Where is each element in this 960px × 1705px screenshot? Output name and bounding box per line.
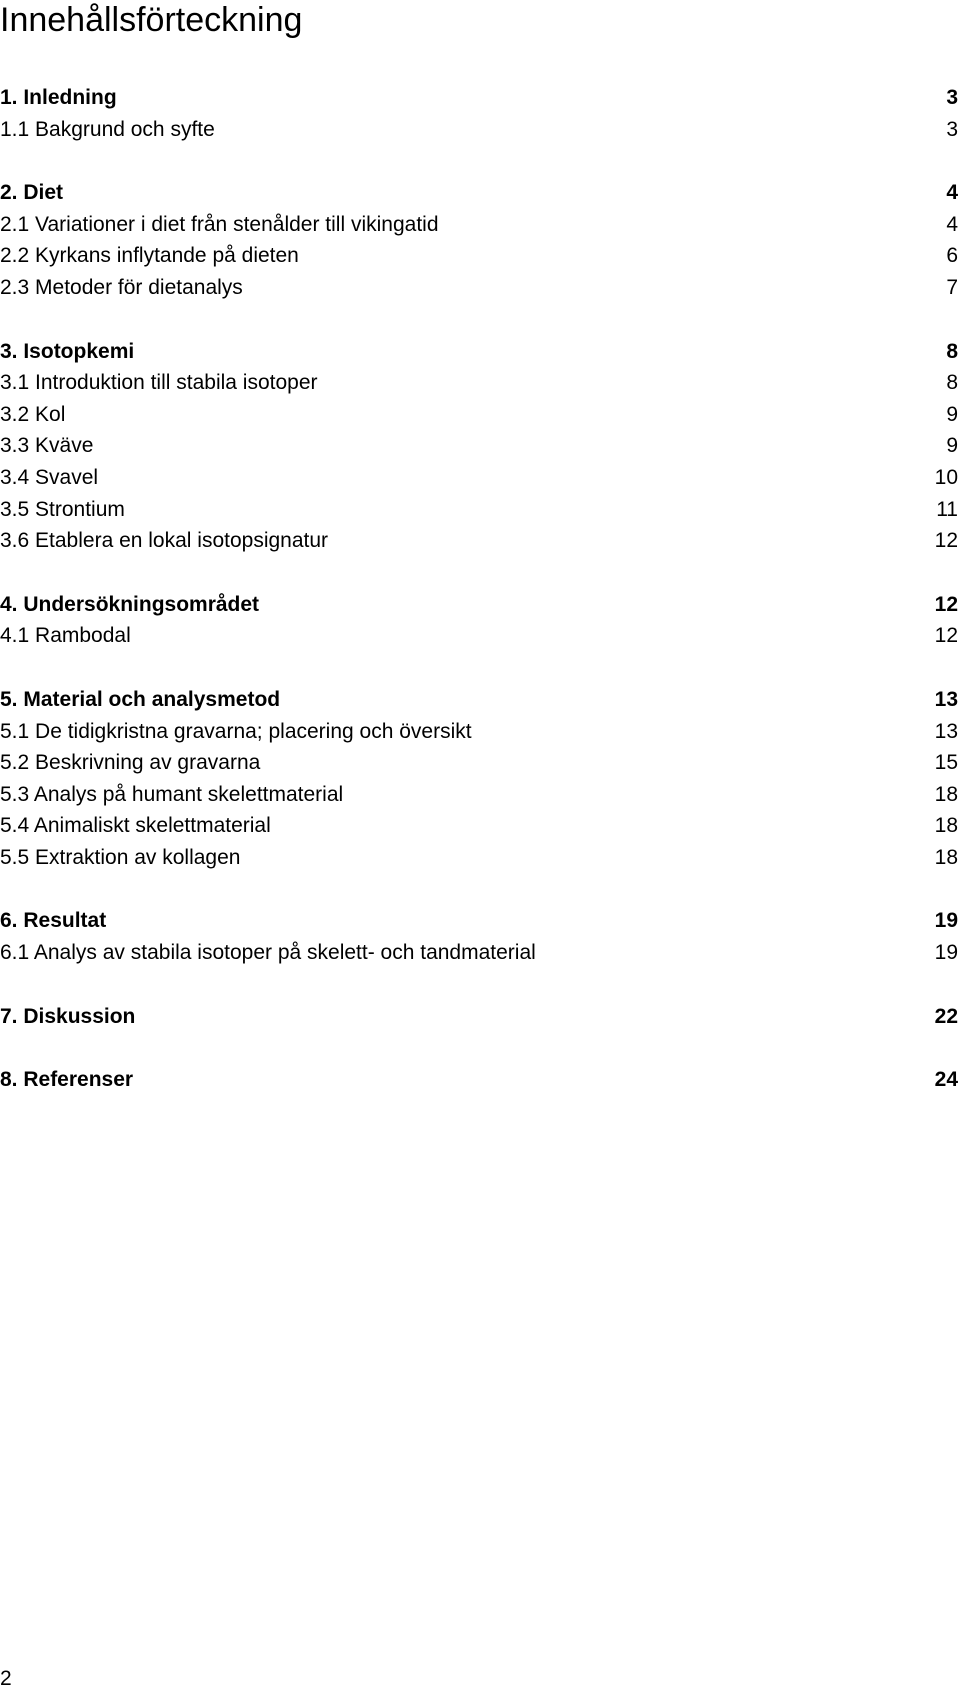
toc-item-label: 4.1 Rambodal (0, 624, 131, 648)
toc-page-number: 12 (934, 529, 958, 553)
toc-section-6 (0, 905, 958, 968)
toc-item-label: 3.3 Kväve (0, 434, 94, 458)
toc-item-label: 5.4 Animaliskt skelettmaterial (0, 814, 271, 838)
toc-heading[interactable] (0, 684, 958, 716)
toc-page-number: 19 (934, 941, 958, 965)
toc-page-number: 4 (946, 212, 958, 236)
toc-page-number: 10 (934, 465, 958, 489)
toc-heading[interactable] (0, 589, 958, 621)
toc-page-number: 24 (934, 1068, 958, 1092)
toc-heading-label: 7. Diskussion (0, 1004, 136, 1028)
toc-heading-label: 6. Resultat (0, 909, 107, 933)
toc-item[interactable] (0, 525, 958, 557)
toc-item-label: 2.2 Kyrkans inflytande på dieten (0, 244, 299, 268)
toc-heading[interactable] (0, 177, 958, 209)
page-footer-number: 2 (0, 1667, 12, 1690)
toc-page-number: 18 (934, 814, 958, 838)
toc-page-number: 3 (946, 117, 958, 141)
toc-item[interactable] (0, 367, 958, 399)
toc-item-label: 1.1 Bakgrund och syfte (0, 117, 215, 141)
table-of-contents (0, 82, 958, 1128)
toc-page-number: 18 (934, 845, 958, 869)
toc-item[interactable] (0, 462, 958, 494)
toc-item[interactable] (0, 716, 958, 748)
toc-page-number: 13 (934, 687, 958, 711)
toc-section-3 (0, 336, 958, 557)
toc-heading[interactable] (0, 1064, 958, 1096)
toc-page-number: 9 (946, 434, 958, 458)
page-title: Innehållsförteckning (0, 1, 303, 39)
toc-item-label: 3.1 Introduktion till stabila isotoper (0, 371, 318, 395)
toc-heading[interactable] (0, 1001, 958, 1033)
toc-section-5 (0, 684, 958, 874)
toc-item-label: 5.5 Extraktion av kollagen (0, 845, 241, 869)
toc-item-label: 2.3 Metoder för dietanalys (0, 275, 243, 299)
toc-page-number: 13 (934, 719, 958, 743)
toc-page-number: 12 (934, 592, 958, 616)
toc-item[interactable] (0, 494, 958, 526)
toc-page-number: 15 (934, 751, 958, 775)
toc-item[interactable] (0, 937, 958, 969)
toc-item[interactable] (0, 620, 958, 652)
toc-page-number: 8 (946, 371, 958, 395)
toc-page-number: 22 (934, 1004, 958, 1028)
toc-heading-label: 8. Referenser (0, 1068, 134, 1092)
toc-item[interactable] (0, 842, 958, 874)
toc-page-number: 12 (934, 624, 958, 648)
toc-item[interactable] (0, 810, 958, 842)
toc-item-label: 5.1 De tidigkristna gravarna; placering och översikt (0, 719, 472, 743)
toc-item[interactable] (0, 240, 958, 272)
toc-item-label: 5.2 Beskrivning av gravarna (0, 751, 261, 775)
toc-item-label: 6.1 Analys av stabila isotoper på skelett- och tandmaterial (0, 941, 536, 965)
toc-item[interactable] (0, 209, 958, 241)
toc-item[interactable] (0, 114, 958, 146)
toc-heading-label: 5. Material och analysmetod (0, 687, 281, 711)
toc-item-label: 3.6 Etablera en lokal isotopsignatur (0, 529, 329, 553)
toc-item[interactable] (0, 399, 958, 431)
toc-item[interactable] (0, 430, 958, 462)
toc-page-number: 7 (946, 275, 958, 299)
toc-item[interactable] (0, 779, 958, 811)
toc-page-number: 19 (934, 909, 958, 933)
toc-item-label: 5.3 Analys på humant skelettmaterial (0, 782, 344, 806)
toc-item[interactable] (0, 747, 958, 779)
toc-section-4 (0, 589, 958, 652)
toc-page-number: 18 (934, 782, 958, 806)
toc-item-label: 3.4 Svavel (0, 465, 99, 489)
toc-section-7 (0, 1001, 958, 1033)
toc-heading[interactable] (0, 82, 958, 114)
toc-heading[interactable] (0, 336, 958, 368)
toc-heading-label: 1. Inledning (0, 86, 117, 109)
toc-page-number: 11 (936, 497, 958, 521)
toc-heading[interactable] (0, 905, 958, 937)
toc-heading-label: 2. Diet (0, 181, 64, 205)
toc-section-8 (0, 1064, 958, 1096)
toc-item-label: 3.5 Strontium (0, 497, 125, 521)
toc-section-2 (0, 177, 958, 303)
toc-page-number: 6 (946, 244, 958, 268)
toc-item-label: 2.1 Variationer i diet från stenålder till vikingatid (0, 212, 439, 236)
toc-page-number: 4 (946, 181, 958, 205)
toc-page-number: 8 (946, 339, 958, 363)
toc-heading-label: 4. Undersökningsområdet (0, 592, 260, 616)
toc-item-label: 3.2 Kol (0, 402, 66, 426)
toc-heading-label: 3. Isotopkemi (0, 339, 135, 363)
toc-item[interactable] (0, 272, 958, 304)
toc-page-number: 3 (946, 86, 958, 109)
toc-section-1 (0, 82, 958, 145)
toc-page-number: 9 (946, 402, 958, 426)
